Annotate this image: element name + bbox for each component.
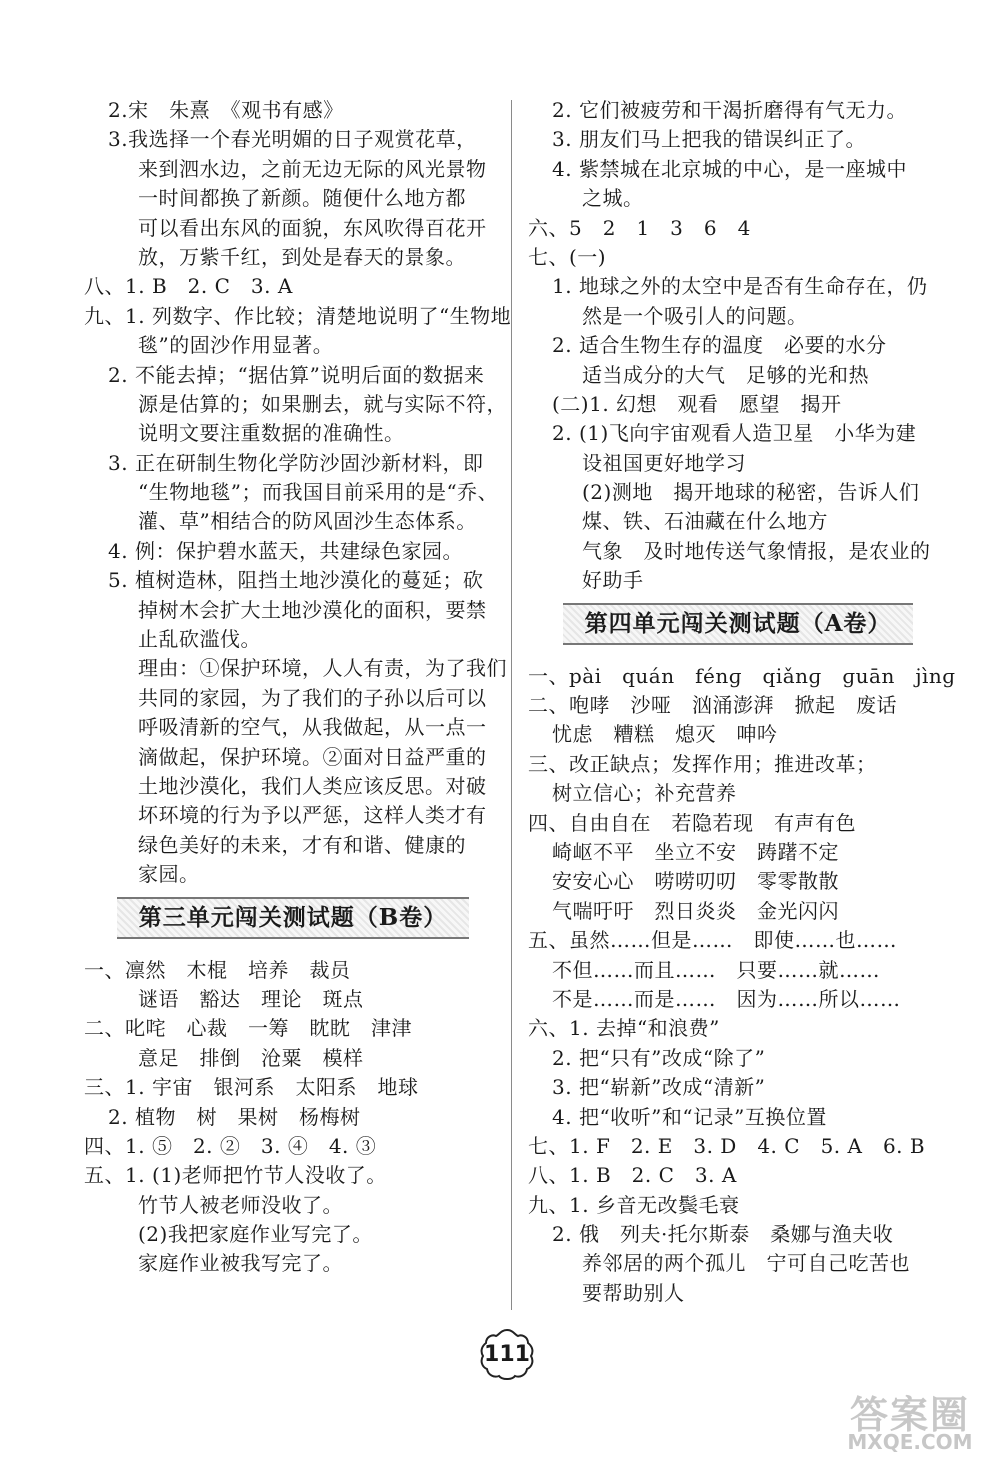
answer-line: 七、1. F 2. E 3. D 4. C 5. A 6. B (528, 1133, 926, 1158)
column-divider (511, 100, 512, 1310)
answer-line: 理由：①保护环境，人人有责，为了我们 (138, 656, 507, 681)
answer-line: 不是……而是…… 因为……所以…… (552, 986, 901, 1011)
right-column (528, 96, 956, 1308)
answer-line: 三、1. 宇宙 银河系 太阳系 地球 (84, 1075, 419, 1100)
answer-line: 六、5 2 1 3 6 4 (528, 215, 751, 240)
answer-line: 三、改正缺点；发挥作用；推进改革； (528, 751, 877, 776)
answer-line: 3. 正在研制生物化学防沙固沙新材料，即 (108, 450, 484, 475)
page-number-badge (478, 1327, 536, 1381)
answer-line: 好助手 (582, 568, 644, 593)
answer-line: 四、自由自在 若隐若现 有声有色 (528, 810, 856, 835)
answer-line: 一、pài quán fénɡ qiǎnɡ ɡuān jìnɡ (528, 663, 956, 688)
watermark-url: MXQE.COM (847, 1430, 973, 1454)
answer-line: (二)1. 幻想 观看 愿望 揭开 (552, 391, 842, 416)
answer-line: 不但……而且…… 只要……就…… (552, 957, 880, 982)
answer-line: 2. 它们被疲劳和干渴折磨得有气无力。 (552, 98, 907, 122)
answer-line: 2. 俄 列夫·托尔斯泰 桑娜与渔夫收 (552, 1222, 894, 1247)
answer-line: 二、咆哮 沙哑 汹涌澎湃 掀起 废话 (528, 693, 897, 718)
section-title: 第三单元闯关测试题（B卷） (117, 897, 469, 939)
answer-line: 气象 及时地传送气象情报，是农业的 (582, 538, 931, 563)
answer-line: 竹节人被老师没收了。 (138, 1192, 343, 1217)
answer-line: 5. 植树造林，阻挡土地沙漠化的蔓延；砍 (108, 568, 484, 593)
answer-line: 放，万紫千红，到处是春天的景象。 (138, 244, 466, 269)
answer-line: 说明文要注重数据的准确性。 (138, 421, 405, 446)
answer-line: 灌、草”相结合的防风固沙生态体系。 (138, 509, 477, 534)
answer-line: 可以看出东风的面貌，东风吹得百花开 (138, 215, 487, 240)
answer-line: 七、(一) (528, 244, 607, 269)
answer-line: 之城。 (582, 186, 644, 211)
answer-line: 六、1. 去掉“和浪费” (528, 1016, 720, 1041)
answer-line: 呼吸清新的空气，从我做起，从一点一 (138, 715, 487, 740)
answer-line: 毯”的固沙作用显著。 (138, 333, 334, 358)
answer-line: 3. 朋友们马上把我的错误纠正了。 (552, 127, 866, 152)
answer-line: 四、1. ⑤ 2. ② 3. ④ 4. ③ (84, 1133, 377, 1158)
answer-line: 然是一个吸引人的问题。 (582, 303, 808, 328)
answer-line: 忧虑 糟糕 熄灭 呻吟 (552, 722, 778, 747)
answer-line: 一、凛然 木棍 培养 裁员 (84, 957, 351, 982)
answer-line: 五、虽然……但是…… 即使……也…… (528, 928, 897, 953)
answer-line: 2. (1)飞向宇宙观看人造卫星 小华为建 (552, 421, 917, 446)
answer-line: 4. 把“收听”和“记录”互换位置 (552, 1104, 827, 1129)
answer-line: 1. 地球之外的太空中是否有生命存在，仍 (552, 274, 928, 299)
answer-line: 意足 排倒 沧粟 模样 (138, 1045, 364, 1070)
answer-line: 九、1. 列数字、作比较；清楚地说明了“生物地 (84, 303, 512, 328)
section-title: 第四单元闯关测试题（A卷） (563, 603, 914, 645)
answer-line: 止乱砍滥伐。 (138, 627, 261, 652)
answer-line: 安安心心 唠唠叨叨 零零散散 (552, 869, 839, 894)
answer-line: 养邻居的两个孤儿 宁可自己吃苦也 (582, 1251, 910, 1276)
answer-line: 掉树木会扩大土地沙漠化的面积，要禁 (138, 597, 487, 622)
answer-line: 2.宋 朱熹 《观书有感》 (108, 98, 344, 122)
answer-line: 煤、铁、石油藏在什么地方 (582, 509, 828, 534)
answer-line: 绿色美好的未来，才有和谐、健康的 (138, 832, 466, 857)
answer-line: 4. 紫禁城在北京城的中心，是一座城中 (552, 156, 907, 181)
page-number: 111 (484, 1341, 530, 1367)
answer-line: 3.我选择一个春光明媚的日子观赏花草， (108, 127, 477, 152)
answer-line: 适当成分的大气 足够的光和热 (582, 362, 869, 387)
answer-line: 2. 不能去掉；“据估算”说明后面的数据来 (108, 362, 485, 387)
answer-line: 坏环境的行为予以严惩，这样人类才有 (138, 803, 487, 828)
answer-line: 五、1. (1)老师把竹节人没收了。 (84, 1163, 387, 1188)
watermark-logo (830, 1384, 990, 1464)
answer-line: 2. 植物 树 果树 杨梅树 (108, 1104, 361, 1129)
answer-line: 源是估算的；如果删去，就与实际不符， (138, 391, 507, 416)
answer-line: 滴做起，保护环境。②面对日益严重的 (138, 744, 487, 769)
answer-line: 土地沙漠化，我们人类应该反思。对破 (138, 773, 487, 798)
answer-line: 谜语 豁达 理论 斑点 (138, 986, 364, 1011)
answer-line: 要帮助别人 (582, 1280, 685, 1305)
answer-line: (2)测地 揭开地球的秘密，告诉人们 (582, 480, 920, 505)
answer-line: 设祖国更好地学习 (582, 450, 746, 475)
answer-line: 家园。 (138, 862, 200, 887)
answer-line: 二、叱咤 心裁 一筹 眈眈 津津 (84, 1016, 412, 1041)
answer-line: “生物地毯”；而我国目前采用的是“乔、 (138, 480, 499, 505)
answer-line: 气喘吁吁 烈日炎炎 金光闪闪 (552, 898, 839, 923)
answer-line: 家庭作业被我写完了。 (138, 1251, 343, 1276)
answer-line: 共同的家园，为了我们的子孙以后可以 (138, 685, 487, 710)
answer-line: 八、1. B 2. C 3. A (528, 1163, 737, 1188)
answer-line: 树立信心；补充营养 (552, 781, 737, 806)
section-banner (528, 602, 948, 646)
watermark-text: 答案圈 (849, 1393, 970, 1437)
answer-line: 来到泗水边，之前无边无际的风光景物 (138, 156, 487, 181)
section-banner (84, 896, 502, 940)
answer-line: 4. 例：保护碧水蓝天，共建绿色家园。 (108, 538, 463, 563)
answer-line: 八、1. B 2. C 3. A (84, 274, 293, 299)
answer-line: 九、1. 乡音无改鬓毛衰 (528, 1192, 740, 1217)
answer-line: 一时间都换了新颜。随便什么地方都 (138, 186, 466, 211)
answer-line: 2. 把“只有”改成“除了” (552, 1045, 766, 1070)
answer-line: 3. 把“崭新”改成“清新” (552, 1075, 766, 1100)
answer-line: (2)我把家庭作业写完了。 (138, 1222, 373, 1247)
answer-line: 2. 适合生物生存的温度 必要的水分 (552, 333, 887, 358)
answer-line: 崎岖不平 坐立不安 踌躇不定 (552, 839, 839, 864)
left-column (84, 96, 512, 1279)
